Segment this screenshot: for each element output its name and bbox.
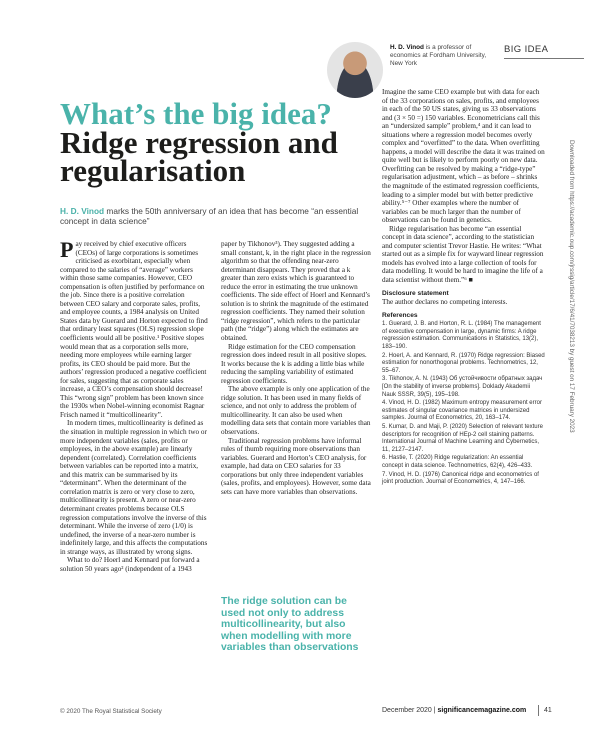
reference-item: 1. Guerard, J. B. and Horton, R. L. (1984) The management of executive compensation in large, dynamic firms: A ridge regression estimation. Communications in Statistics, 13(2), 183–190. [382,321,541,350]
download-note-text: Downloaded from https://academic.oup.com/jrssig/article/17/6/41/7038213 by guest on 17 February 2023 [568,140,575,433]
reference-item: 7. Vinod, H. D. (1976) Canonical ridge and econometrics of joint production. Journal of Econometrics, 4, 147–166. [382,471,539,486]
paragraph-text: ay received by chief executive officers (CEOs) of large corporations is sometimes criticised as exorbitant, especially when compared to the salaries of “average” workers within those same companies. However, CEO compensation is often justified by performance on the job. Since there is a positive correlation between CEO salary and corporate sales, profits, and employee counts, a 1984 analysis on United States data by Guerard and Horton expected to find that ordinary least squares (OLS) regression slope coefficients would all be positive.¹ Positive slopes would mean that as a corporation sells more, needing more employees while earning larger profits, its CEO should be paid more. But the authors’ regression produced a negative coefficient for sales, suggesting that as corporate sales increase, a CEO’s compensation should decrease! This “wrong sign” problem has been known since the 1930s when Nobel-winning economist Ragnar Frisch named it “multicollinearity”. [60,240,208,419]
paragraph: paper by Tikhonov³). They suggested adding a small constant, k, in the right place in the regression algorithm so that the offending near-zero determinant disappears. They proved that a k greater than zero exists which is guaranteed to reduce the error in estimating the true unknown coefficients. The side effect of Hoerl and Kennard’s solution is to shrink the magnitude of the estimated regression coefficients. They named their solution “ridge regression”, which refers to the particular path (the “ridge”) along which the estimates are obtained. [221,240,371,343]
reference-item: 5. Kumar, D. and Maji, P. (2020) Selection of relevant texture descriptors for recognition of HEp-2 cell staining patterns. International Journal of Machine Learning and Cybernetics, 11, 2127–2147. [382,423,543,453]
reference-item: 3. Tikhonov, A. N. (1943) Об устойчивости обратных задач [On the stability of inverse problems]. Doklady Akademii Nauk SSSR, 39(5), 195–198. [382,376,543,398]
paragraph: In modern times, multicollinearity is defined as the situation in multiple regression in which two or more independent variables (sales, profits or employees, in the above example) are linearly dependent (correlated). Correlation coefficients between variables can be reported into a matrix, and this matrix can be summarised by its “determinant”. When the determinant of the correlation matrix is zero or very close to zero, multicollinearity is present. A zero or near-zero determinant creates problems because OLS regression computations involve the inverse of this determinant. While the inverse of zero (1/0) is undefined, the inverse of a near-zero number is indefinitely large, and this affects the computations in strange ways, as illustrated by wrong signs. [60,419,208,556]
pull-quote: The ridge solution can be used not only to address multicollinearity, but also when modelling with more variables than observations [221,596,359,653]
author-bio [390,44,498,68]
section-tagline: BIG IDEA [504,44,549,55]
reference-item: 6. Hastie, T. (2020) Ridge regularization: An essential concept in data science. Technometrics, 62(4), 426–433. [382,455,533,469]
paragraph: Traditional regression problems have informal rules of thumb requiring more observations than variables. Guerard and Horton’s CEO analysis, for example, had data on CEO salaries for 33 corporations but only three independent variables (sales, profits, and employees). However, some data sets can have more variables than observations. [221,436,371,496]
article-title: Ridge regression and regularisation [60,125,338,188]
reference-item: 4. Vinod, H. D. (1982) Maximum entropy measurement error estimates of singular covariance matrices in undersized samples. Journal of Econometrics, 20, 163–174. [382,400,542,422]
standfirst-author: H. D. Vinod [60,206,105,216]
paragraph: Ridge regularisation has become “an essential concept in data science”, according to the statistician and computer scientist Trevor Hastie. He writes: “What started out as a simple fix for wayward linear regression models has evolved into a large collection of tools for data modelling. It would be hard to imagine the life of a data scientist without them.”⁶ ■ [382,224,544,285]
body-column-1 [60,237,210,573]
body-column-2 [221,240,371,496]
footer-site: significancemagazine.com [437,707,527,714]
download-note [566,140,576,660]
disclosure-text: The author declares no competing interests. [382,298,508,307]
author-photo [327,42,383,98]
paragraph: Ridge estimation for the CEO compensation regression does indeed result in all positive slopes. It works because the k is adding a little bias while reducing the sampling variability of estimated regression coefficients. [221,342,367,385]
disclosure-heading: Disclosure statement [382,289,449,297]
paragraph: Imagine the same CEO example but with data for each of the 33 corporations on sales, profits, and employees in each of the 50 US states, giving us 33 observations and (3 × 50 =) 150 variables. Econometricians call this an “undersized sample” problem,⁴ and it can lead to situations where a regression model becomes overly complex and “overfitted” to the data. When overfitting happens, a model will describe the data it was trained on quite well but is likely to perform poorly on new data. Overfitting can be resolved by making a “ridge-type” regularisation adjustment, which – as before – shrinks the magnitude of the estimated regression coefficients, leading to a simpler model but with better predictive ability.⁵⁻⁷ Other examples where the number of variables can be much larger than the number of observations can be found in genetics. [382,88,545,225]
paragraph: What to do? Hoerl and Kennard put forward a solution 50 years ago² (independent of a 1943 [60,556,200,573]
footer-divider [538,705,539,716]
footer-issue-date: December 2020 [382,707,432,714]
footer-copyright: © 2020 The Royal Statistical Society [60,708,162,715]
drop-cap: P [60,237,74,262]
paragraph [60,237,210,419]
standfirst [60,206,370,226]
author-name: H. D. Vinod [390,44,424,51]
body-column-3 [382,88,545,487]
article-kicker: What’s the big idea? [60,96,332,131]
paragraph: The above example is only one application of the ridge solution. It has been used in many fields of science, and not only to address the problem of multicollinearity. It can also be used when modelling data sets that contain more variables than observations. [221,385,371,437]
footer-issue: December 2020 | significancemagazine.com [382,707,527,714]
divider [504,58,584,59]
references-heading: References [382,311,418,319]
standfirst-text: marks the 50th anniversary of an idea that has become “an essential concept in data science” [60,206,359,226]
page-number: 41 [544,707,552,714]
reference-item: 2. Hoerl, A. and Kennard, R. (1970) Ridge regression: Biased estimation for nonorthogonal problems. Technometrics, 12, 55–67. [382,352,545,374]
author-bio-text: is a professor of economics at Fordham University, New York [390,44,487,67]
